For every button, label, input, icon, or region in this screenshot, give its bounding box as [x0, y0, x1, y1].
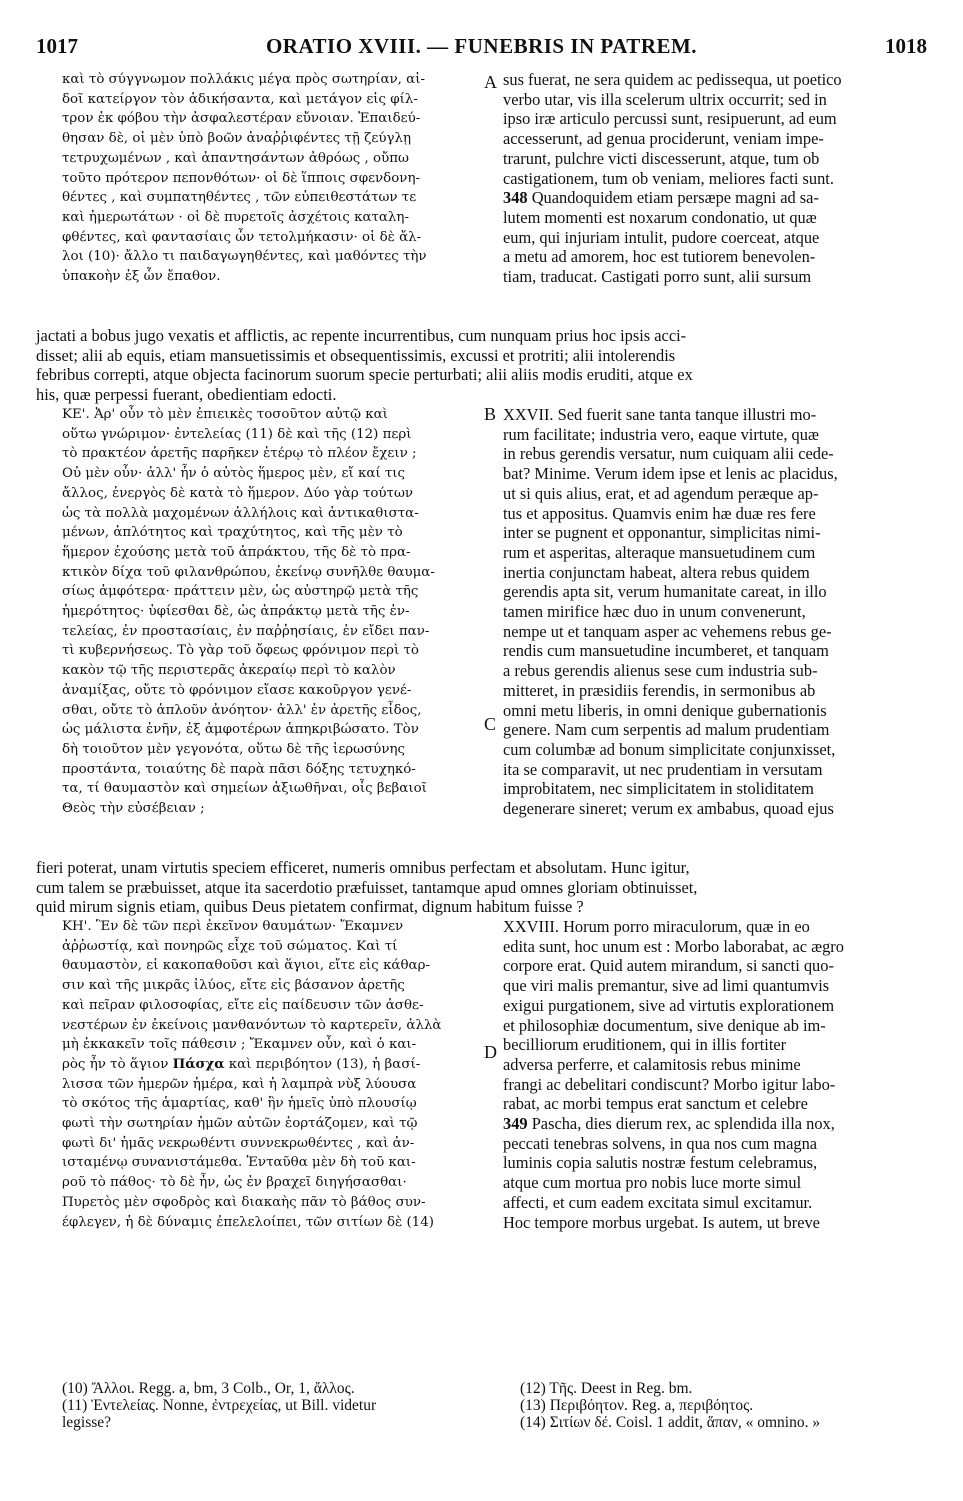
greek-line: τὸ πρακτέον ἀρετῆς παρῆκεν ἑτέρῳ τὸ πλέον ἔχειν ; — [62, 446, 417, 462]
latin-line: rum et asperitas, alteraque mansuetudinem cum — [503, 542, 816, 562]
page-number-right: 1018 — [885, 34, 927, 58]
margin-marker-a: A — [484, 72, 497, 92]
greek-line: τα, τί θαυμαστὸν καὶ σημείων ἀξιωθῆναι, οἷς βεβαιοῖ — [62, 781, 427, 797]
latin-line: a rebus gerendis alienus sese cum industria sub- — [503, 661, 818, 681]
column-number: 349 — [503, 1114, 528, 1134]
greek-line: λοι (10)· ἄλλο τι παιδαγωγηθέντες, καὶ μαθόντες τὴν — [62, 249, 427, 265]
greek-line: τελείας, ἐν προστασίαις, ἐν παῤῥησίαις, ἐν εἴδει παν- — [62, 623, 430, 639]
greek-line: τὶ κυβερνήσεως. Τὸ γὰρ τοῦ ὄφεως φρόνιμον περὶ τὸ — [62, 643, 419, 659]
latin-line: improbitatem, nec simplicitatem in stoliditatem — [503, 779, 814, 799]
latin-line: sus fuerat, ne sera quidem ac pedissequa, ut poetico — [503, 70, 842, 89]
latin-line: jactati a bobus jugo vexatis et afflictis, ac repente incurrentibus, cum nunquam prius hoc ipsis acci- — [36, 326, 687, 345]
greek-line: ΚΗ'. Ἓν δὲ τῶν περὶ ἐκεῖνον θαυμάτων· Ἔκαμνεν — [62, 919, 404, 934]
greek-line: ἡμερότητος· ὑφίεσθαι δὲ, ὡς ἀπράκτῳ μετὰ τῆς ἐν- — [62, 604, 410, 620]
greek-line: φθέντες, καὶ φαντασίαις ὧν τετολμήκασιν· οἱ δὲ ἄλ- — [62, 229, 422, 245]
greek-line: ἥμερον ἐχούσης μετὰ τοῦ ἀπράκτου, τῆς δὲ τὸ πρα- — [62, 544, 411, 560]
greek-line: καὶ τὸ σύγγνωμον πολλάκις μέγα πρὸς σωτηρίαν, αἰ- — [62, 72, 425, 87]
latin-line: que viri malis premantur, sive ad limi quantumvis — [503, 976, 830, 996]
latin-line: genere. Nam cum serpentis ad malum prudentiam — [503, 720, 830, 740]
column-number: 348 — [503, 188, 528, 208]
greek-line: δὴ τοιοῦτον μὲν γεγονότα, οὕτω δὲ τῆς ἱερωσύνης — [62, 741, 405, 757]
greek-line: νεστέρων ἐν ἐκείνοις μανθανόντων τὸ καρτερεῖν, ἀλλὰ — [62, 1017, 442, 1033]
greek-line: κτικὸν δίχα τοῦ φιλανθρώπου, ἐκείνῳ συνῆλθε θαυμα- — [62, 564, 435, 580]
latin-line: atque cum mortua pro nobis luce morte simul — [503, 1173, 802, 1193]
latin-line: fieri poterat, unam virtutis speciem efficeret, numeris omnibus perfectam et absolutam. Hunc igitur, — [36, 858, 690, 877]
latin-line: adversa perferre, et calamitosis rebus minime — [503, 1054, 801, 1074]
greek-line: θησαν δὲ, οἱ μὲν ὑπὸ βοῶν ἀναῤῥιφέντες τῇ ζεύγλῃ — [62, 131, 411, 147]
greek-line: σιν καὶ τῆς μικρᾶς ἰλύος, εἴτε εἰς βάσανον ἀρετῆς — [62, 978, 405, 994]
latin-line: nempe ut et tanquam asper ac vehemens rebus ge- — [503, 621, 832, 641]
greek-line: έφλεγεν, ἡ δὲ δύναμις ἐπελελοίπει, τῶν σιτίων δὲ (14) — [62, 1214, 434, 1230]
latin-line: rum facilitate; industria vero, eaque virtute, quæ — [503, 424, 819, 444]
pascha-word: Πάσχα — [172, 1055, 225, 1072]
latin-line: exigui purgationem, sive ad virtutis explorationem — [503, 995, 835, 1015]
greek-line: σθαι, οὔτε τὸ ἁπλοῦν ἀνόητον· ἀλλ' ἐν ἀρετῆς εἶδος, — [62, 702, 422, 718]
greek-line: δοῖ κατείργον τὸν ἀδικήσαντα, καὶ μετάγον εἰς φίλ- — [62, 91, 418, 107]
greek-line: ρὸς ἦν τὸ ἅγιον Πάσχα καὶ περιβόητον (13), ἡ βασί- — [62, 1055, 421, 1072]
latin-full-width-section-2 — [36, 858, 931, 917]
latin-line: disset; alii ab equis, etiam mansuetissimis et obsequentissimis, excussi et protriti; alii intolerendis — [36, 345, 676, 365]
greek-line: ροῦ τὸ πάθος· τὸ δὲ ἦν, ὡς ἐν βραχεῖ διηγήσασθαι· — [62, 1175, 407, 1191]
latin-line: in rebus gerendis versatur, num cuiquam alii cede- — [503, 444, 834, 464]
latin-line: inter se pugnent et opponantur, simplicitas nimi- — [503, 523, 821, 543]
footnote: (14) Σιτίων δέ. Coisl. 1 addit, ἅπαν, « omnino. » — [520, 1414, 821, 1431]
latin-line: a metu ad amorem, hoc est tutiorem benevolen- — [503, 247, 816, 267]
greek-column-section-2 — [62, 405, 487, 819]
greek-line: καὶ ἡμερωτάτων · οἱ δὲ πυρετοῖς ἀσχέτοις καταλη- — [62, 209, 409, 225]
latin-line: ipso iræ articulo percussi sunt, resipuerunt, ad eum — [503, 109, 837, 129]
latin-line: tus et appositus. Quamvis enim hæ duæ res fere — [503, 503, 816, 523]
latin-line: eum, qui injuriam intulit, pudore coerceat, atque — [503, 227, 820, 247]
latin-line: ut si quis alius, erat, et ad agendum peræque ap- — [503, 483, 819, 503]
latin-line: 348 Quandoquidem etiam persæpe magni ad sa- — [503, 188, 819, 208]
latin-line: degenerare sineret; verum ex ambabus, quoad ejus — [503, 799, 834, 819]
latin-line: edita sunt, hoc unum est : Morbo laborabat, ac ægro — [503, 936, 844, 956]
greek-line: ὑπακοὴν ἐξ ὧν ἔπαθον. — [62, 269, 221, 285]
latin-full-width-section-1 — [36, 326, 931, 405]
latin-line: omni metu liberis, in omni denique gubernationis — [503, 700, 827, 720]
greek-line: κακὸν τῷ τῆς περιστερᾶς ἀκεραίῳ περὶ τὸ καλὸν — [62, 663, 396, 679]
greek-line: φωτὶ τὴν σωτηρίαν ἡμῶν αὐτῶν ἑορτάζομεν, καὶ τῷ — [62, 1116, 418, 1132]
greek-line: ΚΕ'. Ἀρ' οὖν τὸ μὲν ἐπιεικὲς τοσοῦτον αὐτῷ καὶ — [62, 407, 388, 422]
latin-line: peccati tenebras solvens, in qua nos cum magna — [503, 1133, 818, 1153]
latin-column-section-1 — [503, 70, 928, 287]
greek-line: ισταμένῳ συνανιστάμεθα. Ἐνταῦθα μὲν δὴ τοῦ και- — [62, 1155, 416, 1171]
greek-line: ὡς τὰ πολλὰ μαχομένων ἀλλήλοις καὶ ἀντικαθιστα- — [62, 505, 419, 521]
greek-line: θαυμαστὸν, εἰ κακοπαθοῦσι καὶ ἅγιοι, εἴτε εἰς κάθαρ- — [62, 958, 430, 974]
latin-line: affecti, et cum eadem excitata simul excitamur. — [503, 1192, 813, 1212]
greek-line: μένων, ἁπλότητος καὶ τραχύτητος, καὶ τῆς μὲν τὸ — [62, 525, 403, 541]
latin-column-section-2 — [503, 405, 928, 819]
running-title: ORATIO XVIII. — FUNEBRIS IN PATREM. — [265, 34, 698, 58]
latin-line: cum columbæ ad bonum simplicitate conjunxisset, — [503, 739, 836, 759]
greek-line: λισσα τῶν ἡμερῶν ἡμέρα, καὶ ἡ λαμπρὰ νὺξ λύουσα — [62, 1076, 417, 1092]
latin-line: bat? Minime. Verum idem ipse et lenis ac placidus, — [503, 464, 838, 484]
latin-line: XXVIII. Horum porro miraculorum, quæ in eo — [503, 917, 810, 936]
latin-line: XXVII. Sed fuerit sane tanta tanque illustri mo- — [503, 405, 817, 424]
latin-line: ita se comparavit, ut nec prudentiam in versutam — [503, 759, 823, 779]
greek-line: θέντες , καὶ συμπατηθέντες , τῶν εὐπειθεστάτων τε — [62, 190, 417, 206]
greek-line: ἀναμίξας, οὔτε τὸ φρόνιμον εἴασε κακοῦργον γενέ- — [62, 682, 412, 698]
greek-line: φωτὶ δι' ἡμᾶς νεκρωθέντι συννεκρωθέντες , καὶ ἀν- — [62, 1135, 415, 1151]
latin-line: corpore erat. Quid autem mirandum, si sancti quo- — [503, 956, 834, 976]
greek-line: Πυρετὸς μὲν σφοδρὸς καὶ διακαὴς πᾶν τὸ βάθος συν- — [62, 1194, 426, 1210]
latin-line: gerendis apta sit, verum humanitate careat, in illo — [503, 582, 827, 602]
latin-line: frangi ac debelitari condiscunt? Morbo igitur labo- — [503, 1074, 836, 1094]
latin-line: febribus correpti, atque objecta facinorum suorum specie perturbati; alii aliis modis eruditi, atque ex — [36, 365, 693, 385]
latin-line: rabat, ac morbi tempus erat sanctum et celebre — [503, 1094, 808, 1114]
latin-line: verbo utar, vis illa scelerum ultrix occurrit; sed in — [503, 89, 827, 109]
greek-line: Οὐ μὲν οὖν· ἀλλ' ἦν ὁ αὐτὸς ἥμερος μὲν, εἴ καί τις — [62, 466, 406, 482]
greek-line: τετρυχωμένων , καὶ ἀπαντησάντων ἀθρόως , οὔπω — [62, 150, 409, 166]
footnotes-right — [520, 1380, 940, 1431]
greek-line: τρον ἐκ φόβου τὴν ἀσφαλεστέραν εὔνοιαν. Ἐπαιδεύ- — [62, 111, 421, 127]
greek-line: Θεὸς τὴν εὐσέβειαν ; — [62, 801, 205, 817]
greek-line: σίως ἀμφότερα· πράττειν μὲν, ὡς αὐστηρῷ μετὰ τῆς — [62, 584, 419, 600]
latin-line: mitteret, in præsidiis ferendis, in sermonibus ab — [503, 680, 816, 700]
greek-line: προστάντα, τοιαύτης δὲ παρὰ πᾶσι δόξης τετυχηκό- — [62, 761, 416, 777]
greek-line: τὸ σκότος τῆς ἁμαρτίας, καθ' ἣν ἡμεῖς ὑπὸ πλουσίῳ — [62, 1096, 417, 1112]
greek-column-section-1 — [62, 70, 487, 287]
latin-line: tamen mirifice hæc duo in unum convenerunt, — [503, 602, 806, 622]
footnotes-left — [62, 1380, 492, 1431]
latin-line: trarunt, pulchre victi discesserunt, atque, tum ob — [503, 148, 820, 168]
footnote: (13) Περιβόητον. Reg. a, περιβόητος. — [520, 1397, 754, 1414]
latin-line: becilliorum eruditionem, qui in illis fortiter — [503, 1035, 787, 1055]
latin-line: luminis copia salutis nostræ festum celebramus, — [503, 1153, 818, 1173]
greek-line: οὕτω γνώριμον· ἐντελείας (11) δὲ καὶ τῆς (12) περὶ — [62, 426, 412, 442]
latin-line: et philosophiæ documentum, sive denique ab im- — [503, 1015, 826, 1035]
latin-line: his, quæ perpessi fuerant, obedientiam edocti. — [36, 385, 337, 405]
footnote: (12) Τῆς. Deest in Reg. bm. — [520, 1380, 693, 1397]
footnote: legisse? — [62, 1414, 112, 1431]
greek-line: τοῦτο πρότερον πεπονθότων· οἱ δὲ ἵπποις σφενδονη- — [62, 170, 420, 186]
latin-column-section-3 — [503, 917, 928, 1232]
latin-line: tiam, traducat. Castigati porro sunt, alii sursum — [503, 267, 812, 287]
latin-line: 349 Pascha, dies dierum rex, ac splendida illa nox, — [503, 1114, 835, 1134]
margin-marker-c: C — [484, 714, 497, 734]
latin-line: inertia conjunctam habeat, altera rebus quidem — [503, 562, 810, 582]
footnote: (11) Ἐντελείας. Nonne, ἐντρεχείας, ut Bill. videtur — [62, 1397, 377, 1414]
latin-line: lutem momenti est noxarum condonatio, ut quæ — [503, 207, 817, 227]
latin-line: Hoc tempore morbus urgebat. Is autem, ut breve — [503, 1212, 820, 1232]
latin-line: castigationem, tum ob veniam, meliores facti sunt. — [503, 168, 834, 188]
greek-line: ὡς μάλιστα ἐνῆν, ἐξ ἀμφοτέρων ἀπηκριβώσατο. Τὸν — [62, 722, 419, 738]
latin-line: quid mirum signis etiam, quibus Deus pietatem confirmat, dignum habitum fuisse ? — [36, 897, 584, 917]
latin-line: cum talem se præbuisset, atque ita sacerdotio præfuisset, tantamque apud omnes gloriam obtinuisset, — [36, 877, 698, 897]
greek-line: ἄλλος, ἐνεργὸς δὲ κατὰ τὸ ἥμερον. Δύο γὰρ τούτων — [62, 485, 414, 501]
page-number-left: 1017 — [36, 34, 78, 58]
greek-line: ἀῤῥωστίᾳ, καὶ πονηρῶς εἶχε τοῦ σώματος. Καὶ τί — [62, 938, 398, 954]
greek-line: μὴ ἐκκακεῖν τοῖς πάθεσιν ; Ἔκαμνεν οὖν, καὶ ὁ και- — [62, 1037, 417, 1053]
latin-line: accesserunt, ad genua prociderunt, veniam impe- — [503, 129, 824, 149]
margin-marker-d: D — [484, 1042, 497, 1062]
greek-line: καὶ πεῖραν φιλοσοφίας, εἴτε εἰς παίδευσιν τῶν ἀσθε- — [62, 997, 424, 1013]
margin-marker-b: B — [484, 404, 497, 424]
running-header — [36, 34, 927, 60]
footnote: (10) Ἄλλοι. Regg. a, bm, 3 Colb., Or, 1, ἄλλος. — [62, 1380, 355, 1397]
latin-line: rendis cum mansuetudine incumberet, et tanquam — [503, 641, 829, 661]
greek-column-section-3 — [62, 917, 487, 1232]
